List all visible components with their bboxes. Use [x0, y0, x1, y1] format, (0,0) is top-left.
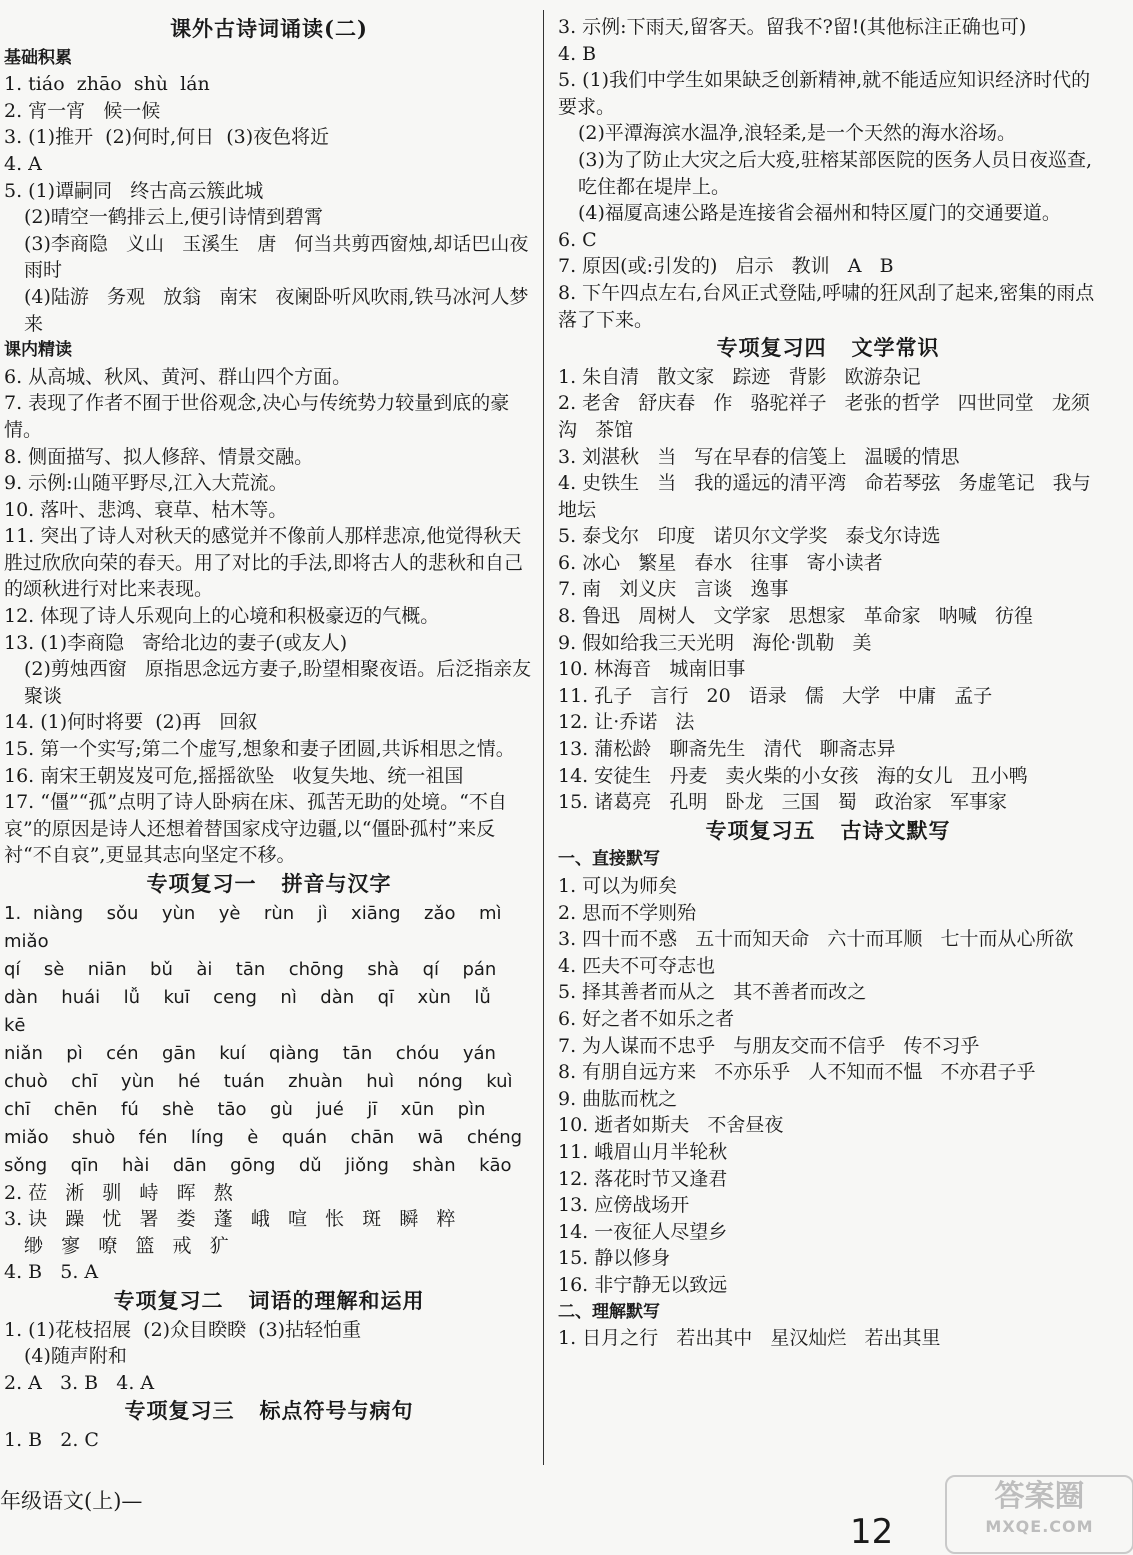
- answer-line: (2)平潭海滨水温净,浪轻柔,是一个天然的海水浴场。: [578, 122, 1016, 145]
- answer-line: 9. 曲肱而枕之: [558, 1087, 678, 1110]
- answer-line: 12. 落花时节又逢君: [558, 1167, 728, 1190]
- answer-line: 5. (1)我们中学生如果缺乏创新精神,就不能适应知识经济时代的要求。: [558, 69, 1091, 118]
- answer-line: 15. 诸葛亮 孔明 卧龙 三国 蜀 政治家 军事家: [558, 791, 1007, 814]
- answer-line: 4. A: [4, 152, 42, 175]
- answer-line: (4)陆游 务观 放翁 南宋 夜阑卧听风吹雨,铁马冰河人梦来: [24, 285, 529, 335]
- left-column: [4, 14, 534, 1454]
- answer-line: (4)随声附和: [24, 1345, 127, 1368]
- answer-line: 3. (1)推开 (2)何时,何日 (3)夜色将近: [4, 126, 330, 149]
- answer-line: 12. 让·乔诺 法: [558, 711, 695, 734]
- answer-line: 2. A 3. B 4. A: [4, 1371, 155, 1394]
- answer-line: 3. 四十而不惑 五十而知天命 六十而耳顺 七十而从心所欲: [558, 928, 1074, 951]
- answer-line: 11. 孔子 言行 20 语录 儒 大学 中庸 孟子: [558, 684, 993, 707]
- answer-line: 14. 一夜征人尽望乡: [558, 1220, 728, 1243]
- answer-line: 16. 南宋王朝岌岌可危,摇摇欲坠 收复失地、统一祖国: [4, 764, 464, 787]
- section-heading: 专项复习五 古诗文默写: [705, 817, 951, 843]
- page-number: 12: [850, 1512, 894, 1552]
- answer-line: 14. (1)何时将要 (2)再 回叙: [4, 711, 258, 734]
- answer-line: (2)剪烛西窗 原指思念远方妻子,盼望相聚夜语。后泛指亲友聚谈: [24, 658, 532, 707]
- column-divider: [543, 10, 544, 1465]
- answer-line: miǎo shuò fén líng è quán chān wā chéng: [4, 1126, 523, 1148]
- subsection-label: 二、理解默写: [558, 1301, 660, 1322]
- answer-line: 3. 刘湛秋 当 写在早春的信笺上 温暖的情思: [558, 445, 960, 468]
- section-heading: 专项复习四 文学常识: [716, 335, 940, 361]
- answer-line: 1. tiáo zhāo shù lán: [4, 73, 210, 96]
- answer-line: 12. 体现了诗人乐观向上的心境和积极豪迈的气概。: [4, 605, 440, 628]
- answer-line: 10. 落叶、悲鸿、衰草、枯木等。: [4, 498, 288, 521]
- section-heading: 专项复习三 标点符号与病句: [124, 1398, 414, 1424]
- answer-line: 11. 突出了诗人对秋天的感觉并不像前人那样悲凉,他觉得秋天胜过欣欣向荣的春天。用了对比的手法,即将古人的悲秋和自己的颂秋进行对比来表现。: [4, 525, 524, 601]
- answer-line: 2. 莅 淅 驯 峙 晖 熬: [4, 1181, 233, 1204]
- answer-line: sǒng qīn hài dān gōng dǔ jiǒng shàn kāo: [4, 1154, 512, 1176]
- answer-line: niǎn pì cén gān kuí qiàng tān chóu yán: [4, 1042, 496, 1064]
- answer-line: 4. 史铁生 当 我的遥远的清平湾 命若琴弦 务虚笔记 我与地坛: [558, 472, 1091, 521]
- answer-line: 4. B: [558, 42, 597, 65]
- answer-line: (2)晴空一鹤排云上,便引诗情到碧霄: [24, 206, 323, 229]
- answer-line: 14. 安徒生 丹麦 卖火柴的小女孩 海的女儿 丑小鸭: [558, 764, 1028, 787]
- answer-line: (3)李商隐 义山 玉溪生 唐 何当共剪西窗烛,却话巴山夜雨时: [24, 232, 529, 282]
- answer-line: 13. 蒲松龄 聊斋先生 清代 聊斋志异: [558, 738, 896, 761]
- answer-line: 4. 匹夫不可夺志也: [558, 954, 716, 977]
- answer-line: 10. 林海音 城南旧事: [558, 658, 746, 681]
- answer-line: 3. 示例:下雨天,留客天。留我不?留!(其他标注正确也可): [558, 16, 1027, 38]
- section-heading: 专项复习二 词语的理解和运用: [113, 1287, 425, 1313]
- answer-line: 5. 择其善者而从之 其不善者而改之: [558, 981, 867, 1004]
- answer-line: 8. 侧面描写、拟人修辞、情景交融。: [4, 445, 314, 468]
- answer-line: 15. 第一个实写;第二个虚写,想象和妻子团圆,共诉相思之情。: [4, 738, 515, 761]
- answer-line: qí sè niān bǔ ài tān chōng shà qí pán: [4, 958, 497, 980]
- answer-line: 11. 峨眉山月半轮秋: [558, 1140, 728, 1163]
- subsection-label: 课内精读: [4, 340, 72, 361]
- answer-line: 8. 有朋自远方来 不亦乐乎 人不知而不愠 不亦君子乎: [558, 1061, 1036, 1084]
- answer-line: 4. B 5. A: [4, 1261, 99, 1284]
- watermark-logo: 答案圈 MXQE.COM: [945, 1475, 1133, 1554]
- answer-line: 1. B 2. C: [4, 1428, 99, 1451]
- subsection-label: 一、直接默写: [558, 849, 660, 870]
- answer-line: 5. (1)谭嗣同 终古高云簇此城: [4, 179, 264, 202]
- answer-line: 7. 为人谋而不忠乎 与朋友交而不信乎 传不习乎: [558, 1034, 980, 1057]
- answer-line: 1. niàng sǒu yùn yè rùn jì xiāng zǎo mì miǎo: [4, 902, 525, 952]
- answer-line: 16. 非宁静无以致远: [558, 1273, 728, 1296]
- answer-line: 1. (1)花枝招展 (2)众目睽睽 (3)拈轻怕重: [4, 1318, 362, 1341]
- subsection-label: 基础积累: [4, 47, 72, 68]
- answer-line: 9. 假如给我三天光明 海伦·凯勒 美: [558, 631, 872, 654]
- answer-line: 1. 朱自清 散文家 踪迹 背影 欧游杂记: [558, 365, 921, 388]
- answer-line: 2. 老舍 舒庆春 作 骆驼祥子 老张的哲学 四世同堂 龙须沟 茶馆: [558, 392, 1090, 441]
- answer-line: (4)福厦高速公路是连接省会福州和特区厦门的交通要道。: [578, 202, 1061, 225]
- footer-label: 年级语文(上)—: [0, 1489, 143, 1513]
- answer-line: 5. 泰戈尔 印度 诺贝尔文学奖 泰戈尔诗选: [558, 525, 941, 548]
- answer-line: 2. 思而不学则殆: [558, 901, 697, 924]
- answer-line: 1. 日月之行 若出其中 星汉灿烂 若出其里: [558, 1327, 941, 1350]
- answer-line: dàn huái lǚ kuī ceng nì dàn qī xùn lǚ kē: [4, 986, 515, 1036]
- answer-line: 7. 南 刘义庆 言谈 逸事: [558, 578, 789, 601]
- answer-line: 9. 示例:山随平野尽,江入大荒流。: [4, 472, 288, 495]
- answer-line: 8. 鲁迅 周树人 文学家 思想家 革命家 呐喊 彷徨: [558, 605, 1033, 628]
- answer-line: 6. C: [558, 228, 597, 251]
- section-heading: 专项复习一 拼音与汉字: [146, 871, 392, 896]
- answer-line: chuò chī yùn hé tuán zhuàn huì nóng kuì: [4, 1070, 513, 1092]
- answer-line: 8. 下午四点左右,台风正式登陆,呼啸的狂风刮了起来,密集的雨点落了下来。: [558, 281, 1095, 331]
- answer-line: 2. 宵一宵 候一候: [4, 99, 161, 122]
- answer-line: 13. 应傍战场开: [558, 1194, 690, 1217]
- answer-line: 6. 从高城、秋风、黄河、群山四个方面。: [4, 365, 352, 388]
- answer-line: 1. 可以为师矣: [558, 875, 678, 897]
- answer-line: 13. (1)李商隐 寄给北边的妻子(或友人): [4, 631, 348, 654]
- answer-line: 15. 静以修身: [558, 1247, 671, 1270]
- answer-line: 3. 诀 躁 忧 署 娄 蓬 峨 喧 怅 斑 瞬 粹: [4, 1208, 456, 1231]
- section-heading: 课外古诗词诵读(二): [170, 16, 368, 41]
- answer-line: 6. 好之者不如乐之者: [558, 1007, 735, 1030]
- answer-line: (3)为了防止大灾之后大疫,驻榕某部医院的医务人员日夜巡查,吃住都在堤岸上。: [578, 148, 1092, 198]
- answer-line: 7. 表现了作者不囿于世俗观念,决心与传统势力较量到底的豪情。: [4, 392, 510, 441]
- answer-line: 10. 逝者如斯夫 不舍昼夜: [558, 1114, 784, 1137]
- right-column: [558, 14, 1098, 1352]
- answer-line: 6. 冰心 繁星 春水 往事 寄小读者: [558, 551, 883, 574]
- answer-line: 7. 原因(或:引发的) 启示 教训 A B: [558, 255, 894, 278]
- answer-line: 缈 寥 嘹 篮 戒 犷: [24, 1234, 229, 1257]
- answer-line: chī chēn fú shè tāo gù jué jī xūn pìn: [4, 1098, 486, 1120]
- answer-line: 17. “僵”“孤”点明了诗人卧病在床、孤苦无助的处境。“不自哀”的原因是诗人还想着替国家戍守边疆,以“僵卧孤村”来反衬“不自哀”,更显其志向坚定不移。: [4, 791, 507, 867]
